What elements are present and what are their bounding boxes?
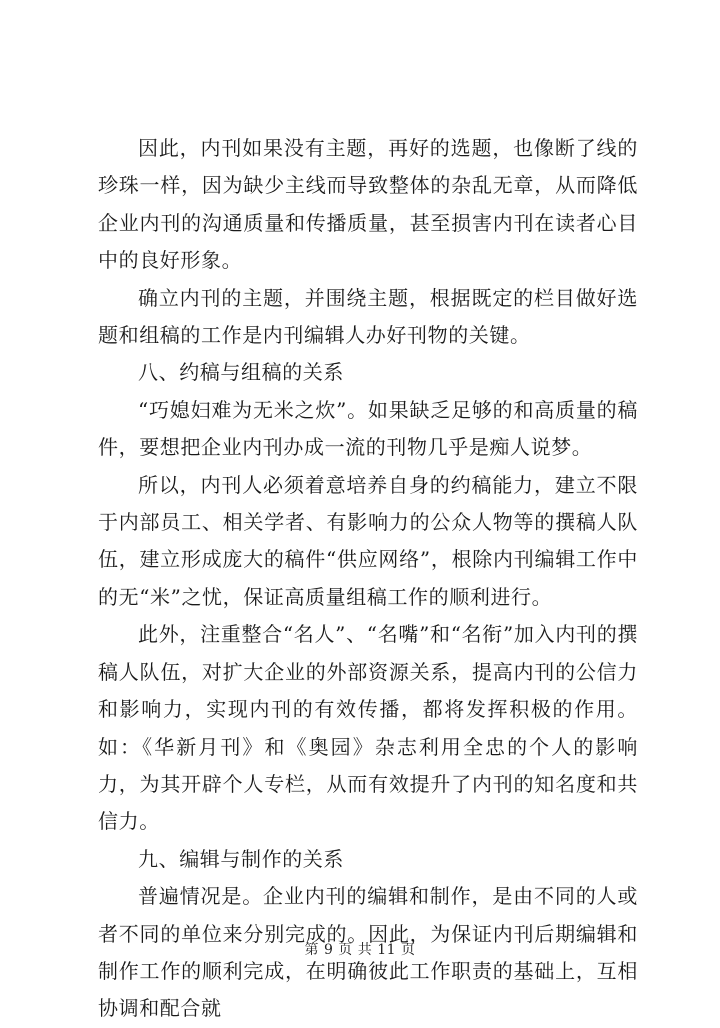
section-heading: 八、约稿与组稿的关系 [138,360,344,385]
paragraph: 确立内刊的主题，并围绕主题，根据既定的栏目做好选题和组稿的工作是内刊编辑人办好刊物的关键。 [98,285,638,348]
paragraph: 所以，内刊人必须着意培养自身的约稿能力，建立不限于内部员工、相关学者、有影响力的公众人物等的撰稿人队伍，建立形成庞大的稿件“供应网络”，根除内刊编辑工作中的无“米”之忧，保证高质量组稿工作的顺利进行。 [98,472,638,609]
page-footer: 第 9 页 共 11 页 [304,942,416,958]
section-heading: 九、编辑与制作的关系 [138,846,344,871]
paragraph: 因此，内刊如果没有主题，再好的选题，也像断了线的珍珠一样，因为缺少主线而导致整体的杂乱无章，从而降低企业内刊的沟通质量和传播质量，甚至损害内刊在读者心目中的良好形象。 [98,136,638,273]
document-body [98,130,638,1028]
paragraph: 普遍情况是。企业内刊的编辑和制作，是由不同的人或者不同的单位来分别完成的。因此，为保证内刊后期编辑和制作工作的顺利完成，在明确彼此工作职责的基础上，互相协调和配合就 [98,884,638,1021]
paragraph: 此外，注重整合“名人”、“名嘴”和“名衔”加入内刊的撰稿人队伍，对扩大企业的外部资源关系，提高内刊的公信力和影响力，实现内刊的有效传播，都将发挥积极的作用。如：《华新月刊》和《奥园》杂志利用全忠的个人的影响力，为其开辟个人专栏，从而有效提升了内刊的知名度和共信力。 [98,622,638,834]
paragraph: “巧媳妇难为无米之炊”。如果缺乏足够的和高质量的稿件，要想把企业内刊办成一流的刊物几乎是痴人说梦。 [98,397,638,460]
